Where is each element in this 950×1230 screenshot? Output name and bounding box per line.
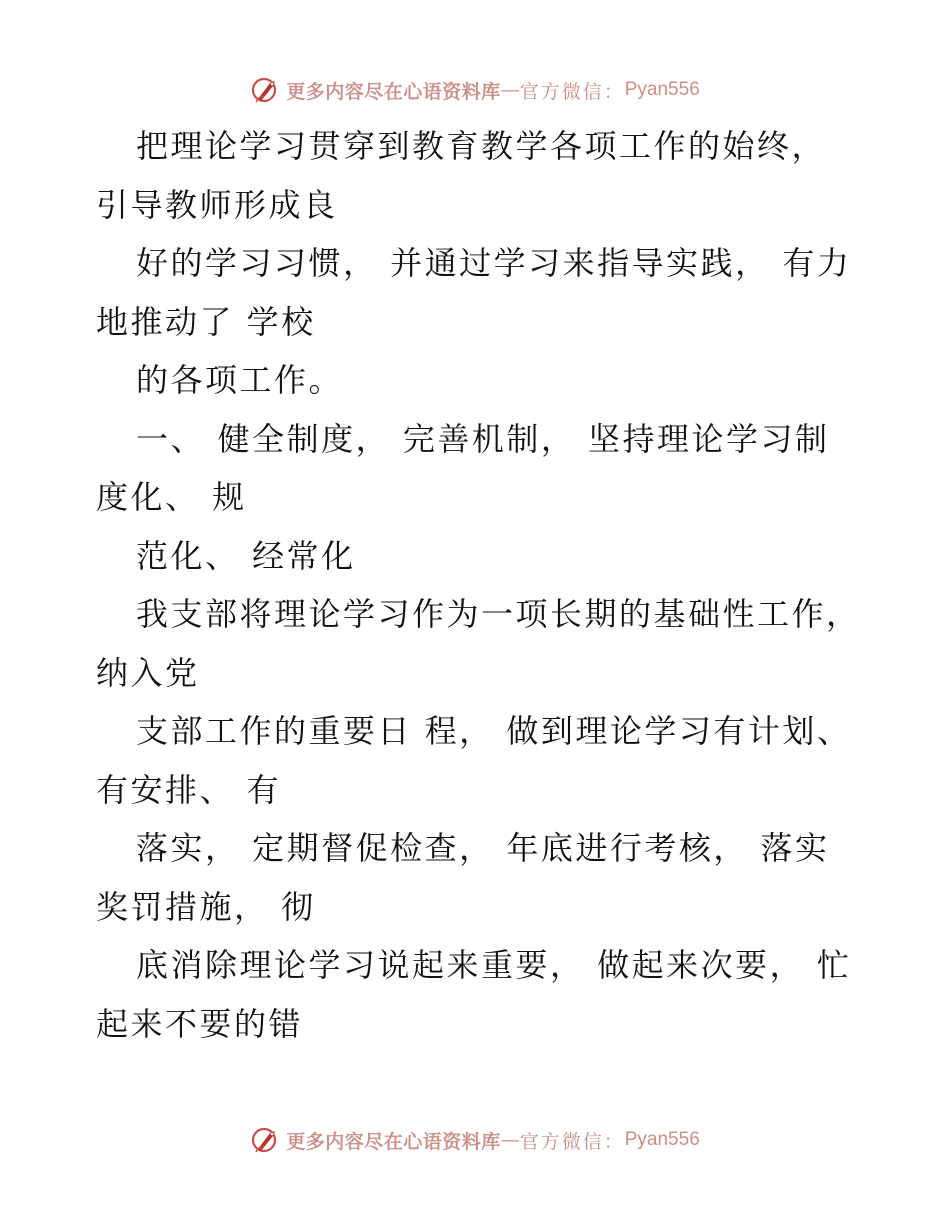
text-line: 的各项工作。: [136, 361, 344, 399]
banner-wechat-label: 官方微信：: [519, 1130, 625, 1153]
banner-wechat-label: 官方微信：: [519, 80, 625, 103]
banner-wechat-id: Pyan556: [624, 1129, 700, 1150]
text-line: 落实， 定期督促检查， 年底进行考核， 落实: [136, 829, 830, 867]
header-banner: [0, 70, 950, 110]
text-line: 把理论学习贯穿到教育教学各项工作的始终，: [136, 127, 827, 165]
footer-banner: [0, 1120, 950, 1160]
text-line: 有安排、 有: [96, 770, 282, 809]
pen-nib-logo-icon: [250, 75, 280, 105]
banner-site-text: 更多内容尽在心语资料库: [286, 80, 501, 103]
text-line: 纳入党: [96, 653, 200, 692]
text-line: 好的学习习惯， 并通过学习来指导实践， 有力: [136, 244, 852, 282]
text-line: 我支部将理论学习作为一项长期的基础性工作，: [136, 595, 861, 633]
document-body: [96, 117, 876, 1053]
section-heading-line: 一、 健全制度， 完善机制， 坚持理论学习制: [136, 419, 830, 458]
text-line: 起来不要的错: [96, 1004, 304, 1043]
text-line: 引导教师形成良: [96, 185, 338, 224]
banner-site-text: 更多内容尽在心语资料库: [286, 1130, 501, 1153]
text-line: 支部工作的重要日 程， 做到理论学习有计划、: [136, 712, 852, 750]
banner-dash: —: [500, 79, 520, 101]
text-line: 范化、 经常化: [136, 536, 356, 575]
text-line: 地推动了 学校: [96, 302, 316, 341]
banner-wechat-id: Pyan556: [624, 79, 700, 100]
text-line: 奖罚措施， 彻: [96, 887, 316, 926]
banner-dash: —: [500, 1129, 520, 1151]
text-line: 度化、 规: [96, 478, 247, 516]
pen-nib-logo-icon: [250, 1125, 280, 1155]
text-line: 底消除理论学习说起来重要， 做起来次要， 忙: [136, 946, 852, 984]
